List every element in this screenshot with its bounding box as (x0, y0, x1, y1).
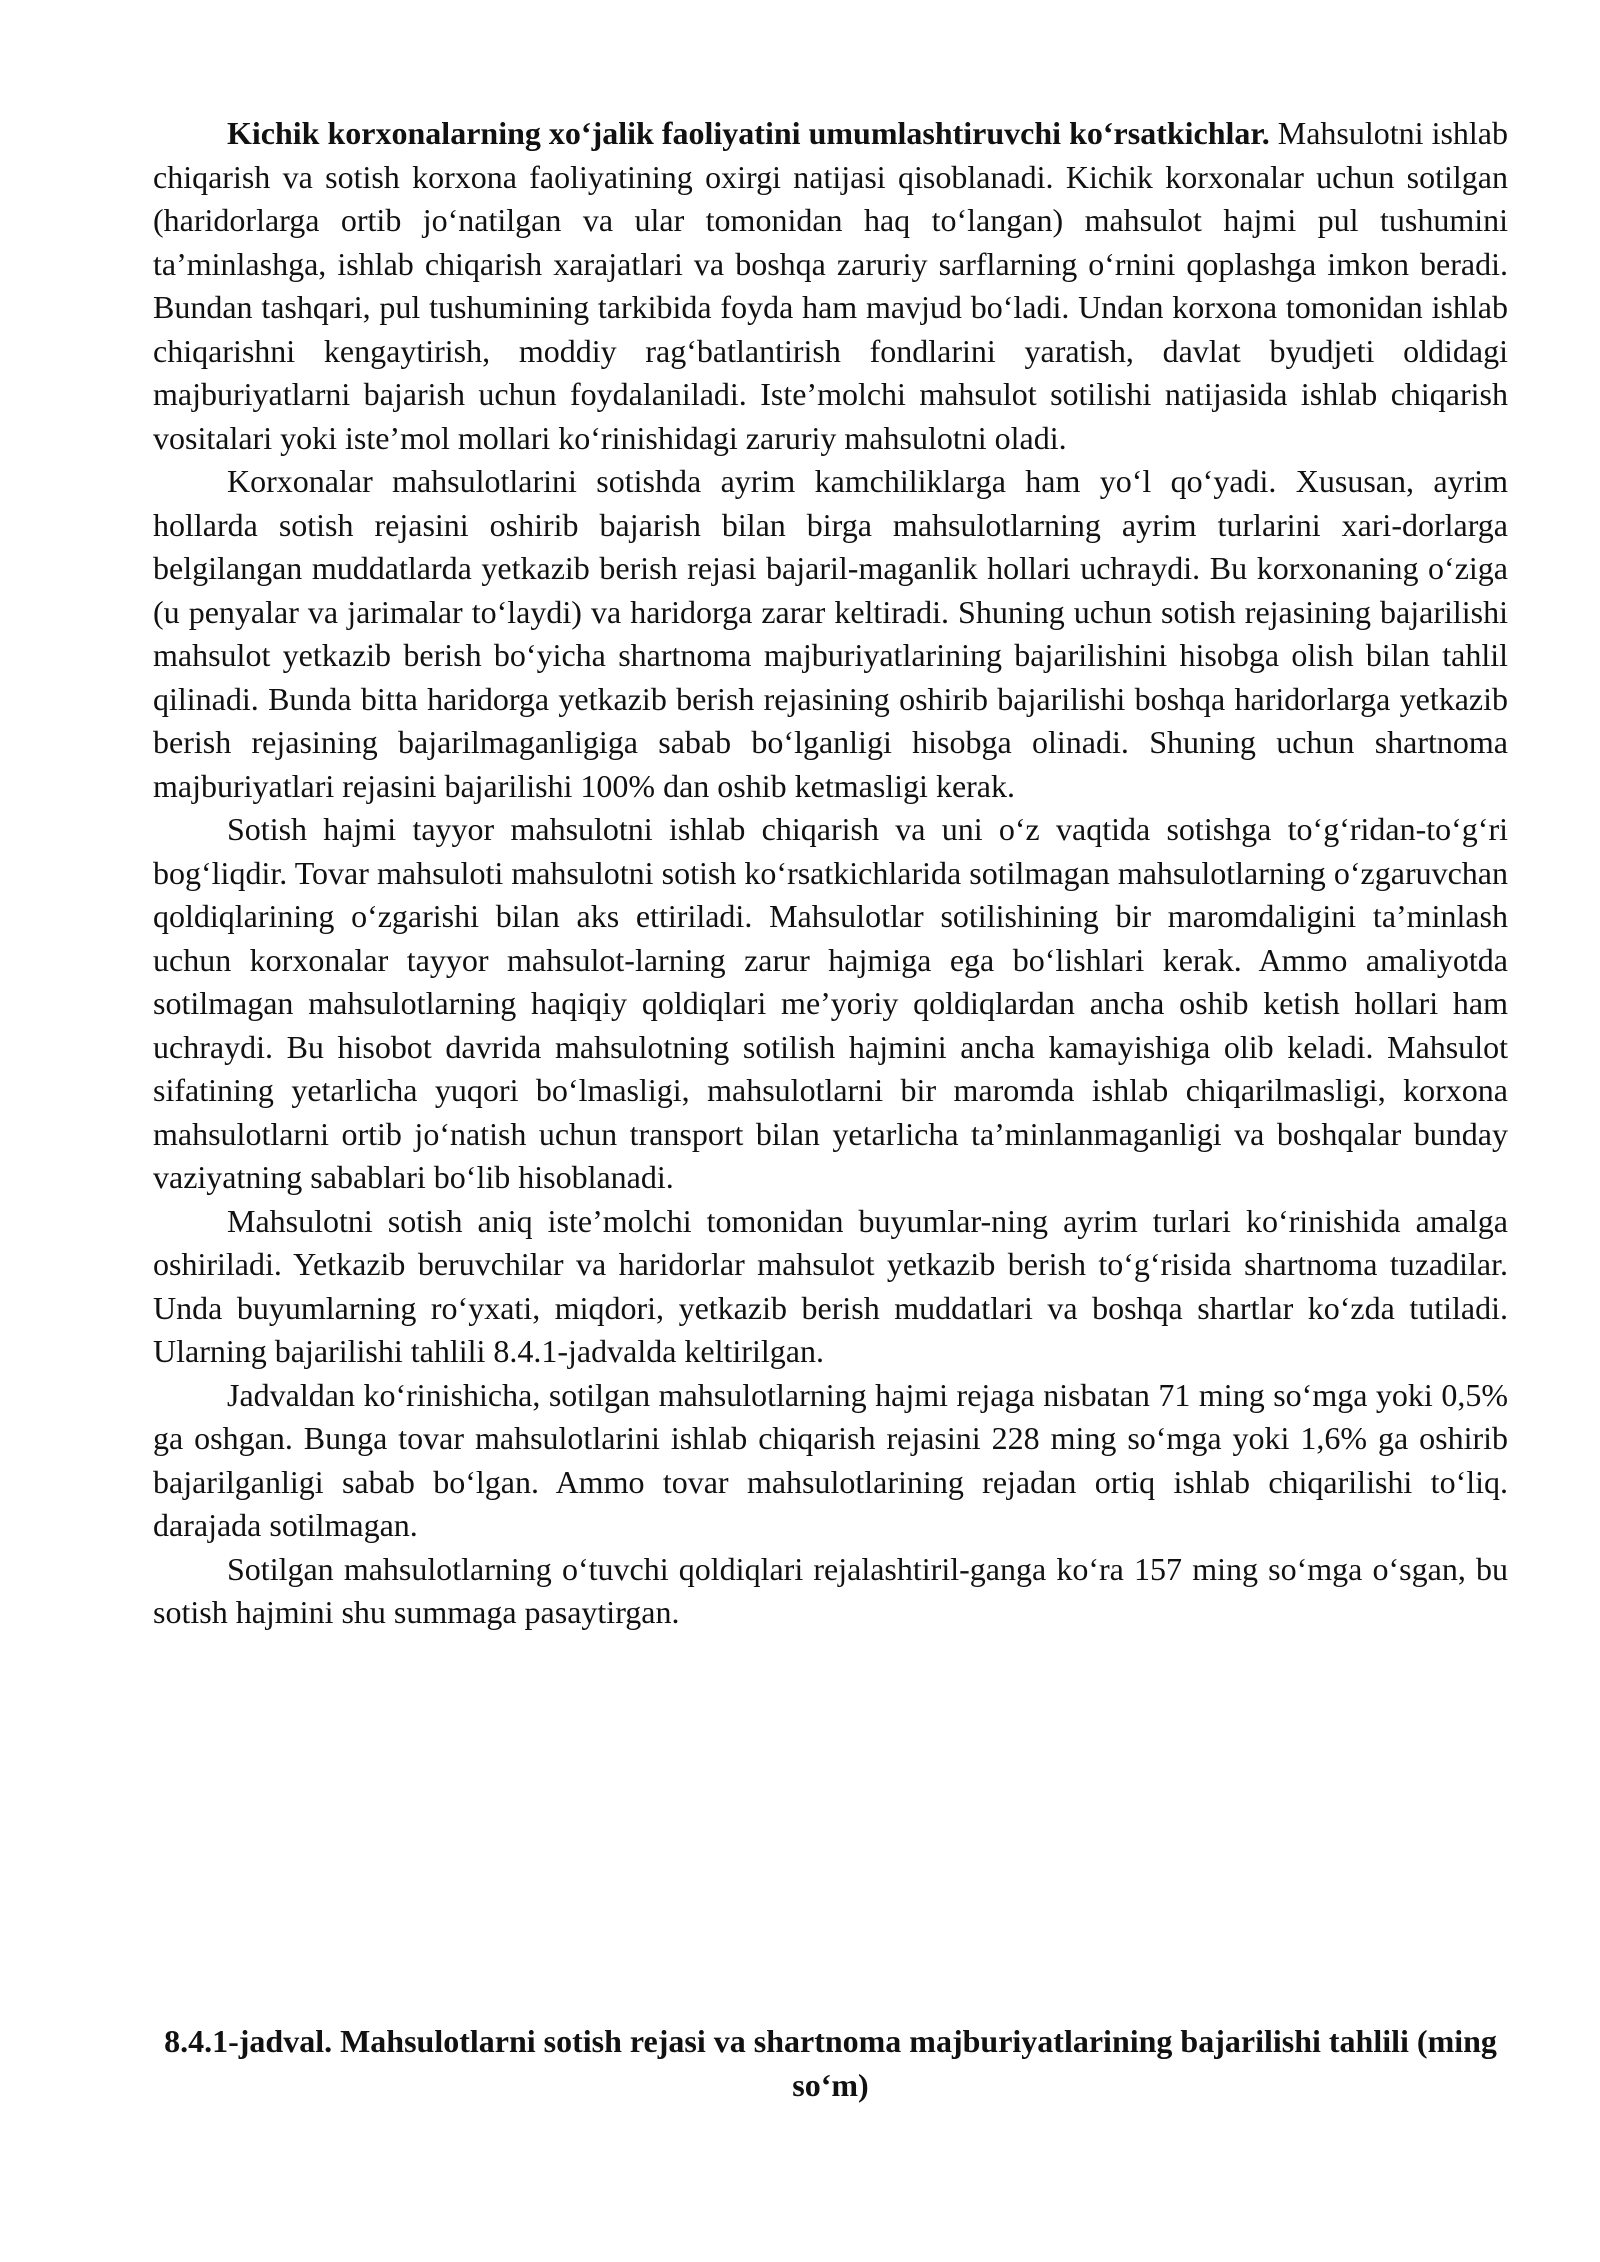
paragraph (153, 112, 1508, 460)
paragraph-text: Sotish hajmi tayyor mahsulotni ishlab chiqarish va uni o‘z vaqtida sotishga to‘g‘ridan-to‘g‘ri bog‘liqdir. Tovar mahsuloti mahsulotni sotish ko‘rsatkichlarida sotilmagan mahsulotlarning o‘zgaruvchan qoldiqlarining o‘zgarishi bilan aks ettiriladi. Mahsulotlar sotilishining bir maromdaligini ta’minlash uchun korxonalar tayyor mahsulot-larning zarur hajmiga ega bo‘lishlari kerak. Ammo amaliyotda sotilmagan mahsulotlarning haqiqiy qoldiqlari me’yoriy qoldiqlardan ancha oshib ketish hollari ham uchraydi. Bu hisobot davrida mahsulotning sotilish hajmini ancha kamayishiga olib keladi. Mahsulot sifatining yetarlicha yuqori bo‘lmasligi, mahsulotlarni bir maromda ishlab chiqarilmasligi, korxona mahsulotlarni ortib jo‘natish uchun transport bilan yetarlicha ta’minlanmaganligi va boshqalar bunday vaziyatning sabablari bo‘lib hisoblanadi. (153, 811, 1508, 1195)
paragraph-text: Korxonalar mahsulotlarini sotishda ayrim kamchiliklarga ham yo‘l qo‘yadi. Xususan, ayrim hollarda sotish rejasini oshirib bajarish bilan birga mahsulotlarning ayrim turlarini xari-dorlarga belgilangan muddatlarda yetkazib berish rejasi bajaril-maganlik hollari uchraydi. Bu korxonaning o‘ziga (u penyalar va jarimalar to‘laydi) va haridorga zarar keltiradi. Shuning uchun sotish rejasining bajarilishi mahsulot yetkazib berish bo‘yicha shartnoma majburiyatlarining bajarilishini hisobga olish bilan tahlil qilinadi. Bunda bitta haridorga yetkazib berish rejasining oshirib bajarilishi boshqa haridorlarga yetkazib berish rejasining bajarilmaganligiga sabab bo‘lganligi hisobga olinadi. Shuning uchun shartnoma majburiyatlari rejasini bajarilishi 100% dan oshib ketmasligi kerak. (153, 463, 1508, 804)
section-heading: Kichik korxonalarning xo‘jalik faoliyatini umumlashtiruvchi ko‘rsatkichlar. (227, 115, 1270, 151)
paragraph-text: Mahsulotni ishlab chiqarish va sotish korxona faoliyatining oxirgi natijasi qisoblanadi. Kichik korxonalar uchun sotilgan (haridorlarga ortib jo‘natilgan va ular tomonidan haq to‘langan) mahsulot hajmi pul tushumini ta’minlashga, ishlab chiqarish xarajatlari va boshqa zaruriy sarflarning o‘rnini qoplashga imkon beradi. Bundan tashqari, pul tushumining tarkibida foyda ham mavjud bo‘ladi. Undan korxona tomonidan ishlab chiqarishni kengaytirish, moddiy rag‘batlantirish fondlarini yaratish, davlat byudjeti oldidagi majburiyatlarni bajarish uchun foydalaniladi. Iste’molchi mahsulot sotilishi natijasida ishlab chiqarish vositalari yoki iste’mol mollari ko‘rinishidagi zaruriy mahsulotni oladi. (153, 115, 1509, 456)
paragraph (153, 460, 1508, 808)
paragraph-text: Sotilgan mahsulotlarning o‘tuvchi qoldiqlari rejalashtiril-ganga ko‘ra 157 ming so‘mga o‘sgan, bu sotish hajmini shu summaga pasaytirgan. (153, 1550, 1508, 1630)
paragraph-text: Jadvaldan ko‘rinishicha, sotilgan mahsulotlarning hajmi rejaga nisbatan 71 ming so‘mga yoki 0,5% ga oshgan. Bunga tovar mahsulotlarini ishlab chiqarish rejasini 228 ming so‘mga yoki 1,6% ga oshirib bajarilganligi sabab bo‘lgan. Ammo tovar mahsulotlarining rejadan ortiq ishlab chiqarilishi to‘liq. darajada sotilmagan. (153, 1376, 1508, 1543)
paragraph (153, 1548, 1508, 1635)
table-caption: 8.4.1-jadval. Mahsulotlarni sotish rejasi va shartnoma majburiyatlarining bajarilishi tahlili (ming so‘m) (164, 2023, 1497, 2103)
paragraph (153, 808, 1508, 1200)
paragraph-text: Mahsulotni sotish aniq iste’molchi tomonidan buyumlar-ning ayrim turlari ko‘rinishida amalga oshiriladi. Yetkazib beruvchilar va haridorlar mahsulot yetkazib berish to‘g‘risida shartnoma tuzadilar. Unda buyumlarning ro‘yxati, miqdori, yetkazib berish muddatlari va boshqa shartlar ko‘zda tutiladi. Ularning bajarilishi tahlili 8.4.1-jadvalda keltirilgan. (153, 1202, 1508, 1369)
paragraph (153, 1374, 1508, 1548)
document-body (153, 112, 1508, 1635)
paragraph (153, 1200, 1508, 1374)
